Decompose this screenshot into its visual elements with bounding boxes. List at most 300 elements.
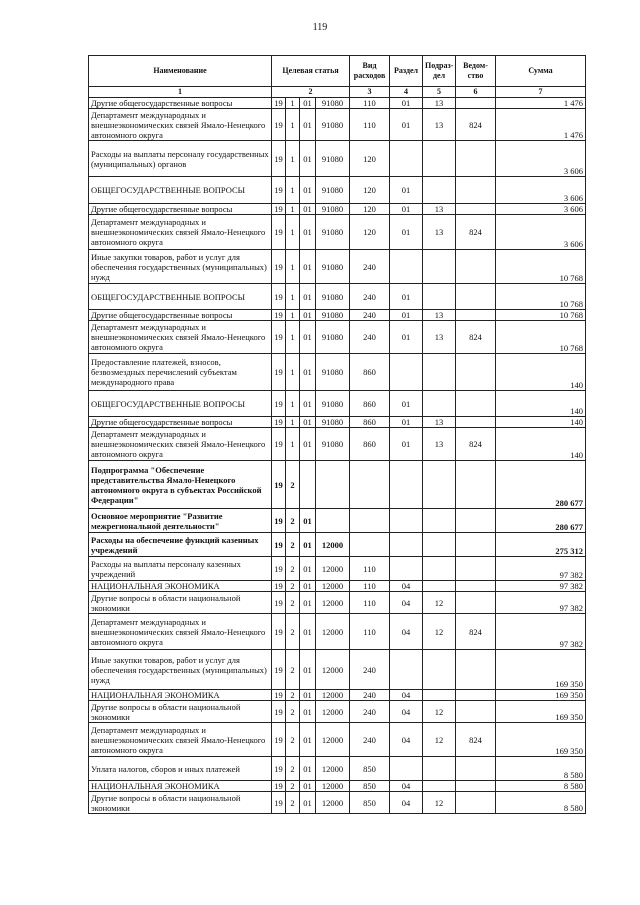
row-activity: 01 xyxy=(300,592,316,614)
row-expense-type: 240 xyxy=(350,250,390,284)
row-subprogram: 2 xyxy=(286,592,300,614)
row-sum: 1 476 xyxy=(496,109,586,141)
row-name: Уплата налогов, сборов и иных платежей xyxy=(89,757,272,781)
row-direction: 91080 xyxy=(316,321,350,354)
row-expense-type: 110 xyxy=(350,557,390,581)
row-name: Расходы на обеспечение функций казенных учреждений xyxy=(89,533,272,557)
row-subsection xyxy=(423,509,456,533)
row-direction: 91080 xyxy=(316,141,350,177)
row-name: Другие общегосударственные вопросы xyxy=(89,204,272,215)
row-section: 01 xyxy=(390,177,423,204)
row-activity xyxy=(300,461,316,509)
row-sum: 3 606 xyxy=(496,177,586,204)
row-section: 01 xyxy=(390,215,423,250)
row-section: 04 xyxy=(390,723,423,757)
row-department xyxy=(456,391,496,417)
row-sum: 280 677 xyxy=(496,461,586,509)
row-name: НАЦИОНАЛЬНАЯ ЭКОНОМИКА xyxy=(89,781,272,792)
row-subprogram: 2 xyxy=(286,701,300,723)
row-subsection xyxy=(423,250,456,284)
row-name: НАЦИОНАЛЬНАЯ ЭКОНОМИКА xyxy=(89,581,272,592)
row-subprogram: 1 xyxy=(286,310,300,321)
header-number: 5 xyxy=(423,87,456,98)
row-subsection: 12 xyxy=(423,792,456,814)
row-name: Департамент международных и внешнеэкономических связей Ямало-Ненецкого автономного округа xyxy=(89,723,272,757)
table-row xyxy=(89,509,586,533)
row-subprogram: 2 xyxy=(286,757,300,781)
row-section: 01 xyxy=(390,428,423,461)
row-section: 04 xyxy=(390,614,423,650)
row-direction: 12000 xyxy=(316,792,350,814)
row-section xyxy=(390,354,423,391)
row-direction: 12000 xyxy=(316,650,350,690)
row-expense-type: 860 xyxy=(350,428,390,461)
row-program: 19 xyxy=(272,650,286,690)
row-expense-type: 240 xyxy=(350,723,390,757)
table-row xyxy=(89,690,586,701)
row-name: Департамент международных и внешнеэкономических связей Ямало-Ненецкого автономного округа xyxy=(89,215,272,250)
row-sum: 8 580 xyxy=(496,781,586,792)
row-sum: 140 xyxy=(496,417,586,428)
row-name: НАЦИОНАЛЬНАЯ ЭКОНОМИКА xyxy=(89,690,272,701)
row-program: 19 xyxy=(272,109,286,141)
row-sum: 275 312 xyxy=(496,533,586,557)
row-expense-type xyxy=(350,461,390,509)
row-subsection xyxy=(423,757,456,781)
row-subsection xyxy=(423,781,456,792)
row-department xyxy=(456,581,496,592)
row-expense-type: 240 xyxy=(350,650,390,690)
row-subsection: 12 xyxy=(423,723,456,757)
table-row xyxy=(89,781,586,792)
row-name: Другие вопросы в области национальной экономики xyxy=(89,792,272,814)
row-program: 19 xyxy=(272,614,286,650)
row-department: 824 xyxy=(456,428,496,461)
row-expense-type: 110 xyxy=(350,592,390,614)
row-expense-type: 860 xyxy=(350,417,390,428)
row-program: 19 xyxy=(272,792,286,814)
row-activity: 01 xyxy=(300,723,316,757)
row-subprogram: 1 xyxy=(286,98,300,109)
row-name: Другие вопросы в области национальной экономики xyxy=(89,701,272,723)
row-activity: 01 xyxy=(300,792,316,814)
row-direction: 91080 xyxy=(316,204,350,215)
row-expense-type: 110 xyxy=(350,581,390,592)
row-subsection xyxy=(423,581,456,592)
row-program: 19 xyxy=(272,533,286,557)
row-direction: 91080 xyxy=(316,98,350,109)
header-target-article: Целевая статья xyxy=(272,56,350,87)
table-row xyxy=(89,701,586,723)
row-section xyxy=(390,757,423,781)
row-department xyxy=(456,781,496,792)
row-name: ОБЩЕГОСУДАРСТВЕННЫЕ ВОПРОСЫ xyxy=(89,284,272,310)
row-expense-type: 850 xyxy=(350,757,390,781)
row-subprogram: 2 xyxy=(286,650,300,690)
row-subsection: 13 xyxy=(423,204,456,215)
row-direction: 12000 xyxy=(316,723,350,757)
row-subprogram: 1 xyxy=(286,141,300,177)
row-expense-type: 240 xyxy=(350,690,390,701)
row-activity: 01 xyxy=(300,391,316,417)
row-program: 19 xyxy=(272,757,286,781)
row-sum: 97 382 xyxy=(496,592,586,614)
row-section: 01 xyxy=(390,417,423,428)
row-activity: 01 xyxy=(300,557,316,581)
row-department xyxy=(456,461,496,509)
row-direction: 12000 xyxy=(316,614,350,650)
row-subsection xyxy=(423,391,456,417)
row-program: 19 xyxy=(272,557,286,581)
row-subprogram: 1 xyxy=(286,417,300,428)
row-subprogram: 2 xyxy=(286,509,300,533)
row-expense-type: 240 xyxy=(350,284,390,310)
row-sum: 3 606 xyxy=(496,215,586,250)
row-direction: 12000 xyxy=(316,690,350,701)
row-expense-type: 240 xyxy=(350,701,390,723)
row-activity: 01 xyxy=(300,204,316,215)
table-row xyxy=(89,354,586,391)
row-direction: 12000 xyxy=(316,592,350,614)
header-department: Ведом-ство xyxy=(456,56,496,87)
row-department xyxy=(456,354,496,391)
row-sum: 97 382 xyxy=(496,557,586,581)
row-expense-type: 120 xyxy=(350,204,390,215)
row-department: 824 xyxy=(456,321,496,354)
row-program: 19 xyxy=(272,321,286,354)
table-row xyxy=(89,614,586,650)
row-subsection xyxy=(423,141,456,177)
row-program: 19 xyxy=(272,461,286,509)
table-row xyxy=(89,557,586,581)
row-section: 04 xyxy=(390,690,423,701)
row-subprogram: 2 xyxy=(286,533,300,557)
row-expense-type: 860 xyxy=(350,391,390,417)
row-sum: 10 768 xyxy=(496,284,586,310)
row-department xyxy=(456,284,496,310)
row-expense-type xyxy=(350,509,390,533)
row-program: 19 xyxy=(272,417,286,428)
row-section: 01 xyxy=(390,98,423,109)
row-section xyxy=(390,250,423,284)
row-direction: 91080 xyxy=(316,177,350,204)
row-name: Иные закупки товаров, работ и услуг для обеспечения государственных (муниципальных) нужд xyxy=(89,250,272,284)
row-department: 824 xyxy=(456,215,496,250)
header-name: Наименование xyxy=(89,56,272,87)
row-department xyxy=(456,701,496,723)
row-subsection: 13 xyxy=(423,109,456,141)
row-subprogram: 1 xyxy=(286,215,300,250)
row-expense-type: 110 xyxy=(350,614,390,650)
table-row xyxy=(89,98,586,109)
row-expense-type: 120 xyxy=(350,141,390,177)
row-sum: 97 382 xyxy=(496,581,586,592)
row-expense-type xyxy=(350,533,390,557)
row-sum: 8 580 xyxy=(496,757,586,781)
row-program: 19 xyxy=(272,284,286,310)
row-direction: 91080 xyxy=(316,428,350,461)
row-direction: 12000 xyxy=(316,781,350,792)
table-row xyxy=(89,757,586,781)
row-direction: 12000 xyxy=(316,581,350,592)
row-expense-type: 850 xyxy=(350,781,390,792)
row-subprogram: 2 xyxy=(286,781,300,792)
row-direction: 91080 xyxy=(316,391,350,417)
row-name: Департамент международных и внешнеэкономических связей Ямало-Ненецкого автономного округа xyxy=(89,321,272,354)
header-number: 7 xyxy=(496,87,586,98)
row-activity: 01 xyxy=(300,177,316,204)
row-activity: 01 xyxy=(300,310,316,321)
row-sum: 140 xyxy=(496,391,586,417)
header-subsection: Подраз-дел xyxy=(423,56,456,87)
row-program: 19 xyxy=(272,354,286,391)
table-row xyxy=(89,284,586,310)
row-program: 19 xyxy=(272,723,286,757)
row-direction: 91080 xyxy=(316,354,350,391)
row-expense-type: 120 xyxy=(350,215,390,250)
row-direction xyxy=(316,461,350,509)
row-direction: 91080 xyxy=(316,250,350,284)
row-subprogram: 1 xyxy=(286,284,300,310)
row-sum: 3 606 xyxy=(496,141,586,177)
row-name: Другие общегосударственные вопросы xyxy=(89,98,272,109)
row-sum: 97 382 xyxy=(496,614,586,650)
row-name: Расходы на выплаты персоналу государственных (муниципальных) органов xyxy=(89,141,272,177)
row-expense-type: 110 xyxy=(350,98,390,109)
row-name: ОБЩЕГОСУДАРСТВЕННЫЕ ВОПРОСЫ xyxy=(89,177,272,204)
row-name: Департамент международных и внешнеэкономических связей Ямало-Ненецкого автономного округа xyxy=(89,109,272,141)
row-subprogram: 1 xyxy=(286,204,300,215)
row-subprogram: 1 xyxy=(286,250,300,284)
row-subsection: 12 xyxy=(423,701,456,723)
header-number: 2 xyxy=(272,87,350,98)
row-direction: 91080 xyxy=(316,109,350,141)
row-subsection xyxy=(423,533,456,557)
row-department: 824 xyxy=(456,723,496,757)
row-name: Другие вопросы в области национальной экономики xyxy=(89,592,272,614)
row-section: 01 xyxy=(390,310,423,321)
row-section: 01 xyxy=(390,391,423,417)
row-sum: 280 677 xyxy=(496,509,586,533)
row-program: 19 xyxy=(272,177,286,204)
row-subprogram: 2 xyxy=(286,557,300,581)
row-activity: 01 xyxy=(300,98,316,109)
row-activity: 01 xyxy=(300,321,316,354)
row-subsection: 12 xyxy=(423,592,456,614)
row-activity: 01 xyxy=(300,614,316,650)
row-program: 19 xyxy=(272,250,286,284)
row-activity: 01 xyxy=(300,650,316,690)
row-direction: 12000 xyxy=(316,701,350,723)
row-department xyxy=(456,250,496,284)
row-subsection: 13 xyxy=(423,310,456,321)
page-number: 119 xyxy=(312,22,328,33)
row-subprogram: 2 xyxy=(286,461,300,509)
row-subsection: 13 xyxy=(423,215,456,250)
row-section xyxy=(390,650,423,690)
row-department xyxy=(456,592,496,614)
row-activity: 01 xyxy=(300,701,316,723)
row-section xyxy=(390,461,423,509)
table-row xyxy=(89,109,586,141)
row-department xyxy=(456,417,496,428)
row-section xyxy=(390,509,423,533)
row-program: 19 xyxy=(272,141,286,177)
row-subsection xyxy=(423,690,456,701)
row-program: 19 xyxy=(272,581,286,592)
row-sum: 169 350 xyxy=(496,701,586,723)
row-program: 19 xyxy=(272,701,286,723)
row-section: 01 xyxy=(390,321,423,354)
row-subsection xyxy=(423,354,456,391)
row-program: 19 xyxy=(272,509,286,533)
row-program: 19 xyxy=(272,391,286,417)
table-row xyxy=(89,321,586,354)
table-body xyxy=(89,98,586,814)
row-sum: 3 606 xyxy=(496,204,586,215)
row-expense-type: 240 xyxy=(350,321,390,354)
row-program: 19 xyxy=(272,592,286,614)
row-activity: 01 xyxy=(300,781,316,792)
row-program: 19 xyxy=(272,98,286,109)
row-name: Иные закупки товаров, работ и услуг для обеспечения государственных (муниципальных) нужд xyxy=(89,650,272,690)
row-section xyxy=(390,141,423,177)
row-section: 01 xyxy=(390,109,423,141)
row-sum: 10 768 xyxy=(496,310,586,321)
row-department xyxy=(456,177,496,204)
row-activity: 01 xyxy=(300,509,316,533)
row-department xyxy=(456,690,496,701)
header-section: Раздел xyxy=(390,56,423,87)
row-activity: 01 xyxy=(300,581,316,592)
table-row xyxy=(89,428,586,461)
table-row xyxy=(89,533,586,557)
row-department xyxy=(456,757,496,781)
row-department xyxy=(456,792,496,814)
header-expense-type: Вид расходов xyxy=(350,56,390,87)
row-direction: 12000 xyxy=(316,757,350,781)
table-row xyxy=(89,215,586,250)
row-department xyxy=(456,533,496,557)
row-subprogram: 1 xyxy=(286,428,300,461)
row-sum: 140 xyxy=(496,354,586,391)
row-subprogram: 1 xyxy=(286,354,300,391)
row-activity: 01 xyxy=(300,428,316,461)
row-subsection xyxy=(423,557,456,581)
row-subprogram: 1 xyxy=(286,109,300,141)
row-program: 19 xyxy=(272,781,286,792)
row-expense-type: 110 xyxy=(350,109,390,141)
row-sum: 169 350 xyxy=(496,690,586,701)
budget-table xyxy=(88,55,586,814)
row-expense-type: 240 xyxy=(350,310,390,321)
row-name: Другие общегосударственные вопросы xyxy=(89,310,272,321)
row-subsection xyxy=(423,650,456,690)
row-subsection: 13 xyxy=(423,98,456,109)
row-subsection: 13 xyxy=(423,321,456,354)
row-activity: 01 xyxy=(300,354,316,391)
row-name: Предоставление платежей, взносов, безвозмездных перечислений субъектам международного права xyxy=(89,354,272,391)
table-row xyxy=(89,177,586,204)
row-department xyxy=(456,204,496,215)
row-activity: 01 xyxy=(300,250,316,284)
row-activity: 01 xyxy=(300,109,316,141)
row-subprogram: 1 xyxy=(286,177,300,204)
row-sum: 10 768 xyxy=(496,321,586,354)
row-department xyxy=(456,141,496,177)
row-sum: 10 768 xyxy=(496,250,586,284)
table-row xyxy=(89,461,586,509)
row-subsection: 13 xyxy=(423,417,456,428)
row-expense-type: 860 xyxy=(350,354,390,391)
row-activity: 01 xyxy=(300,690,316,701)
table-row xyxy=(89,723,586,757)
row-direction: 91080 xyxy=(316,284,350,310)
row-subprogram: 1 xyxy=(286,391,300,417)
row-program: 19 xyxy=(272,428,286,461)
row-subprogram: 2 xyxy=(286,614,300,650)
row-section: 04 xyxy=(390,792,423,814)
row-activity: 01 xyxy=(300,417,316,428)
row-section xyxy=(390,533,423,557)
row-subsection xyxy=(423,177,456,204)
row-sum: 169 350 xyxy=(496,650,586,690)
table-row xyxy=(89,592,586,614)
row-direction: 91080 xyxy=(316,417,350,428)
row-section xyxy=(390,557,423,581)
row-subprogram: 2 xyxy=(286,581,300,592)
row-department xyxy=(456,98,496,109)
table-header-numbers xyxy=(89,87,586,98)
row-sum: 169 350 xyxy=(496,723,586,757)
header-sum: Сумма xyxy=(496,56,586,87)
row-program: 19 xyxy=(272,690,286,701)
row-department xyxy=(456,310,496,321)
row-department xyxy=(456,509,496,533)
row-department: 824 xyxy=(456,109,496,141)
row-activity: 01 xyxy=(300,215,316,250)
table-row xyxy=(89,310,586,321)
row-sum: 8 580 xyxy=(496,792,586,814)
row-subsection xyxy=(423,461,456,509)
row-subprogram: 1 xyxy=(286,321,300,354)
row-section: 04 xyxy=(390,701,423,723)
row-subprogram: 2 xyxy=(286,690,300,701)
table-row xyxy=(89,417,586,428)
row-program: 19 xyxy=(272,215,286,250)
row-name: Департамент международных и внешнеэкономических связей Ямало-Ненецкого автономного округа xyxy=(89,614,272,650)
row-subprogram: 2 xyxy=(286,792,300,814)
row-activity: 01 xyxy=(300,757,316,781)
table-header-row xyxy=(89,56,586,87)
row-activity: 01 xyxy=(300,284,316,310)
header-number: 4 xyxy=(390,87,423,98)
table-row xyxy=(89,141,586,177)
row-subsection: 13 xyxy=(423,428,456,461)
table-row xyxy=(89,250,586,284)
row-subprogram: 2 xyxy=(286,723,300,757)
row-department xyxy=(456,557,496,581)
row-name: Департамент международных и внешнеэкономических связей Ямало-Ненецкого автономного округа xyxy=(89,428,272,461)
row-expense-type: 850 xyxy=(350,792,390,814)
header-number: 3 xyxy=(350,87,390,98)
row-direction: 12000 xyxy=(316,557,350,581)
row-subsection: 12 xyxy=(423,614,456,650)
table-row xyxy=(89,792,586,814)
row-direction: 91080 xyxy=(316,310,350,321)
row-activity: 01 xyxy=(300,533,316,557)
table-row xyxy=(89,391,586,417)
